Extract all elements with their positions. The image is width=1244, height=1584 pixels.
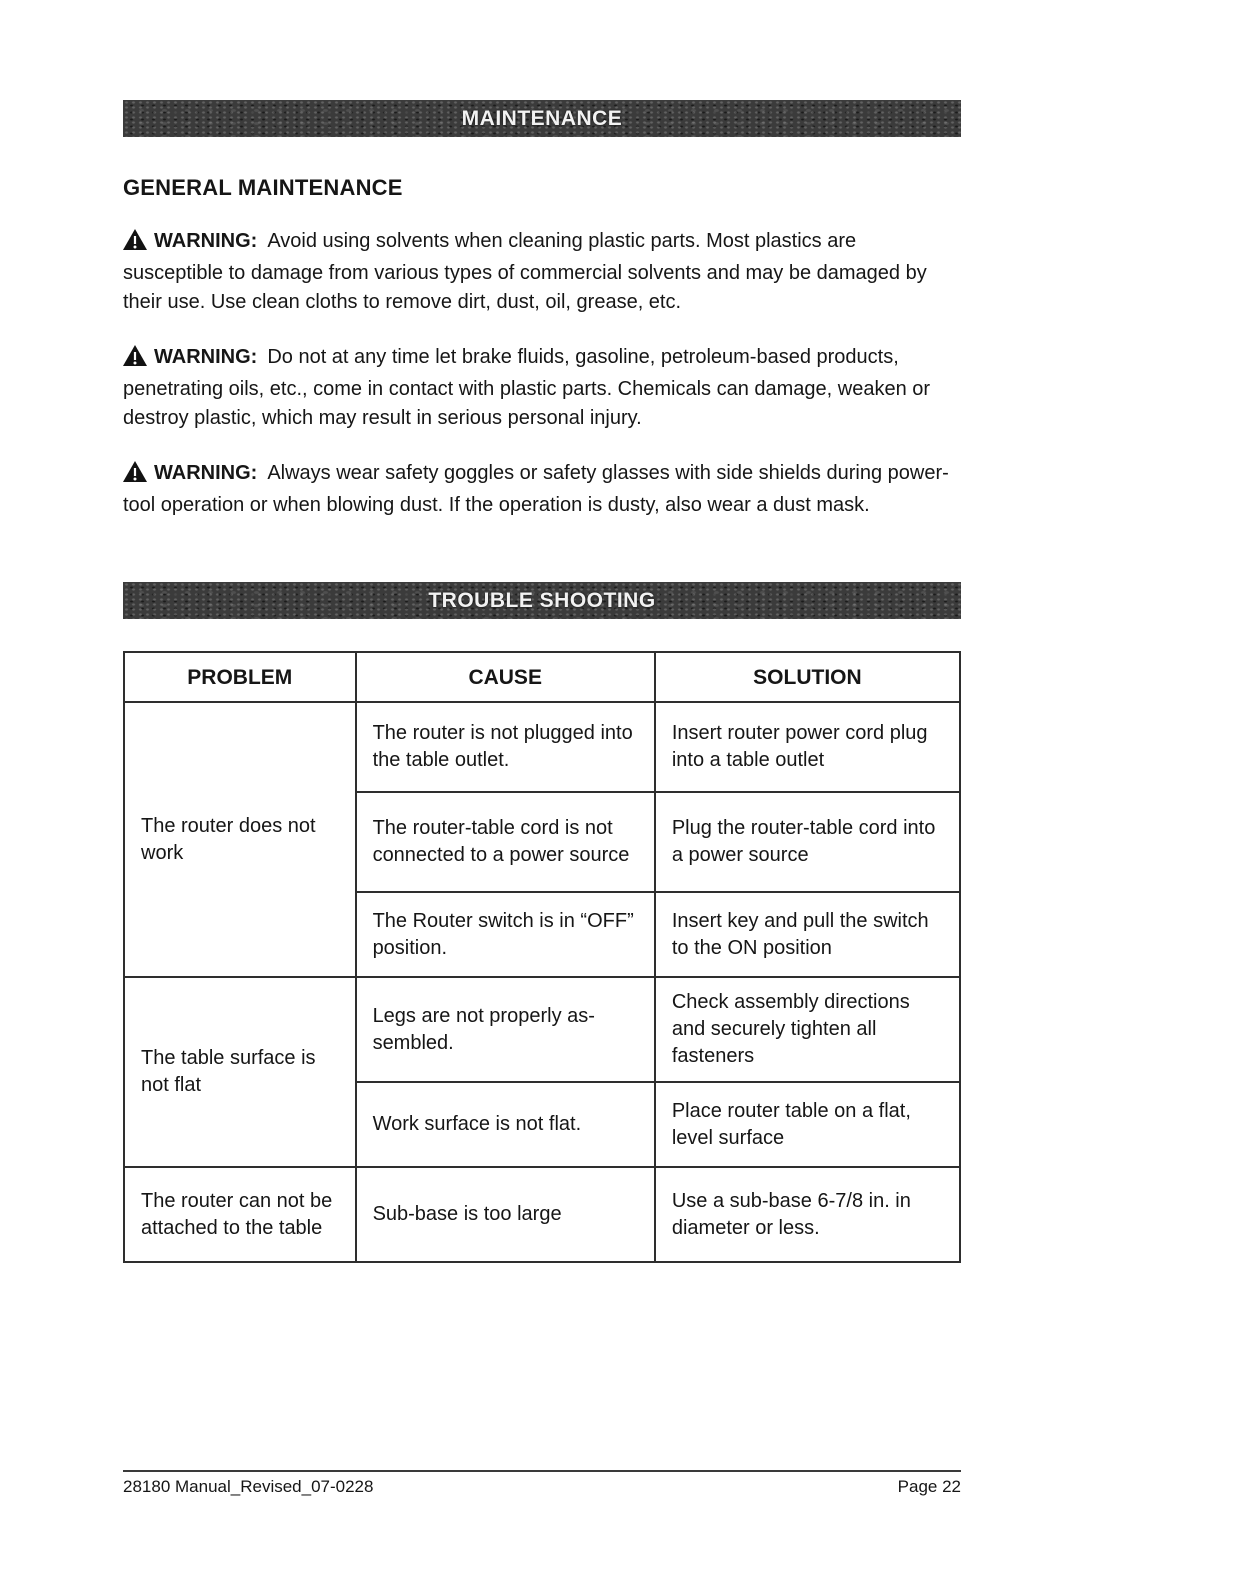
table-header-row bbox=[124, 652, 960, 702]
problem-cell: The table surface is not flat bbox=[124, 977, 356, 1167]
solution-cell: Place router table on a flat, level surface bbox=[655, 1082, 960, 1167]
cause-cell: Work surface is not flat. bbox=[356, 1082, 655, 1167]
cause-cell: Legs are not properly as-sembled. bbox=[356, 977, 655, 1082]
header-cause: CAUSE bbox=[356, 652, 655, 702]
warning-paragraph bbox=[123, 343, 961, 433]
warning-text: Do not at any time let brake fluids, gasoline, petroleum-based products, penetrating oils, etc., come in contact with plastic parts. Chemicals can damage, weaken or destroy plastic, which may result in serious personal injury. bbox=[123, 346, 931, 429]
troubleshooting-table bbox=[123, 651, 961, 1263]
table-row bbox=[124, 977, 960, 1082]
footer-document-id: 28180 Manual_Revised_07-0228 bbox=[123, 1477, 374, 1496]
warning-text: Avoid using solvents when cleaning plastic parts. Most plastics are susceptible to damage from various types of commercial solvents and may be damaged by their use. Use clean cloths to remove dirt, dust, oil, grease, etc. bbox=[123, 230, 927, 313]
cause-cell: Sub-base is too large bbox=[356, 1167, 655, 1262]
warning-label: WARNING: bbox=[154, 230, 258, 252]
solution-cell: Check assembly directions and securely tighten all fasteners bbox=[655, 977, 960, 1082]
solution-cell: Insert key and pull the switch to the ON position bbox=[655, 892, 960, 977]
cause-cell: The Router switch is in “OFF” position. bbox=[356, 892, 655, 977]
warning-triangle-icon bbox=[123, 229, 147, 259]
solution-cell: Plug the router-table cord into a power source bbox=[655, 792, 960, 892]
solution-cell: Insert router power cord plug into a table outlet bbox=[655, 702, 960, 792]
warning-triangle-icon bbox=[123, 345, 147, 375]
maintenance-banner bbox=[123, 100, 961, 137]
cause-cell: The router-table cord is not connected to a power source bbox=[356, 792, 655, 892]
problem-cell: The router does not work bbox=[124, 702, 356, 977]
table-row bbox=[124, 702, 960, 792]
problem-cell: The router can not be attached to the table bbox=[124, 1167, 356, 1262]
footer-page-number: Page 22 bbox=[897, 1477, 961, 1496]
general-maintenance-heading: GENERAL MAINTENANCE bbox=[123, 175, 403, 200]
cause-cell: The router is not plugged into the table outlet. bbox=[356, 702, 655, 792]
warning-label: WARNING: bbox=[154, 346, 258, 368]
header-problem: PROBLEM bbox=[124, 652, 356, 702]
warning-triangle-icon bbox=[123, 461, 147, 491]
warning-paragraph bbox=[123, 227, 961, 317]
warning-paragraph bbox=[123, 459, 961, 520]
page-content bbox=[123, 100, 961, 1263]
trouble-shooting-banner-title: TROUBLE SHOOTING bbox=[428, 589, 656, 612]
warning-text: Always wear safety goggles or safety glasses with side shields during power-tool operation or when blowing dust. If the operation is dusty, also wear a dust mask. bbox=[123, 462, 949, 516]
page-footer bbox=[123, 1470, 961, 1497]
header-solution: SOLUTION bbox=[655, 652, 960, 702]
table-row bbox=[124, 1167, 960, 1262]
warning-label: WARNING: bbox=[154, 462, 258, 484]
solution-cell: Use a sub-base 6-7/8 in. in diameter or less. bbox=[655, 1167, 960, 1262]
trouble-shooting-banner bbox=[123, 582, 961, 619]
maintenance-banner-title: MAINTENANCE bbox=[461, 107, 623, 130]
